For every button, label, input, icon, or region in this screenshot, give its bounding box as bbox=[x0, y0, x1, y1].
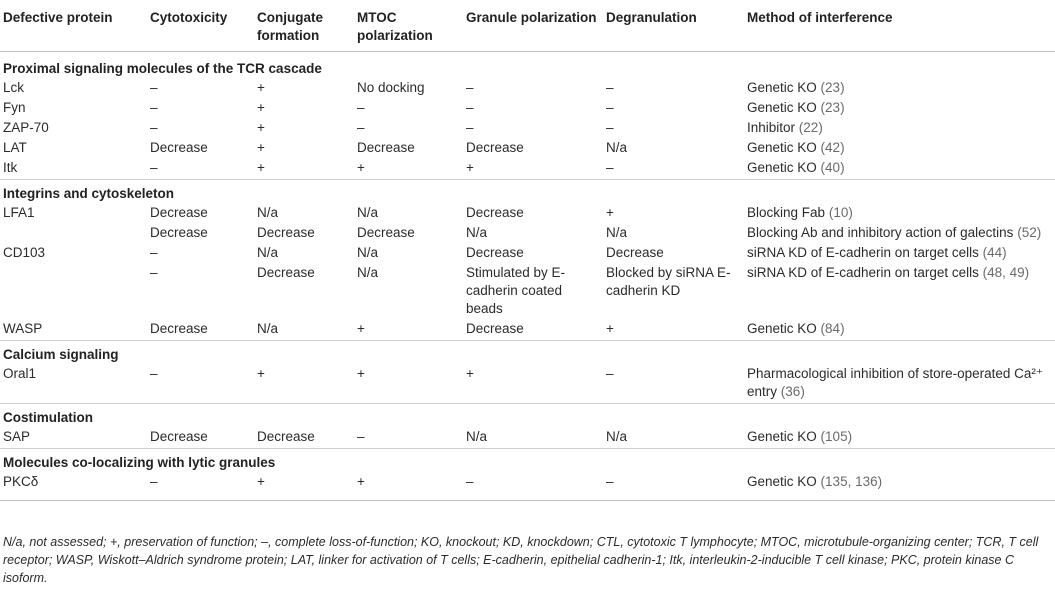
reference-link[interactable]: 52 bbox=[1021, 225, 1037, 240]
method-text: Blocking Ab and inhibitory action of galectins bbox=[747, 225, 1014, 240]
section-title: Integrins and cytoskeleton bbox=[0, 180, 1055, 205]
cell-protein: SAP bbox=[3, 429, 31, 444]
table-footnote: N/a, not assessed; +, preservation of function; –, complete loss-of-function; KO, knockout; KD, knockdown; CTL, cytotoxic T lymphocyte; MTOC, microtubule-organizing center; TCR, T cell receptor; WASP, Wiskott–Aldrich syndrome protein; LAT, linker for activation of T cells; E-cadherin, epithelial cadherin-1; Itk, interleukin-2-inducible T cell kinase; PKC, protein kinase C isoform. bbox=[3, 535, 1039, 585]
cell-protein: CD103 bbox=[3, 245, 46, 260]
reference-link[interactable]: 84 bbox=[825, 321, 841, 336]
cell-method-of-interference: Blocking Fab (10) bbox=[747, 205, 853, 220]
section-title: Calcium signaling bbox=[0, 341, 1055, 366]
cell-degranulation: – bbox=[603, 473, 744, 501]
cell-degranulation: – bbox=[606, 366, 614, 381]
cell-conjugate-formation: Decrease bbox=[257, 429, 315, 444]
method-text: Genetic KO bbox=[747, 429, 817, 444]
cell-protein: LAT bbox=[3, 140, 27, 155]
cell-cytotoxicity: – bbox=[147, 473, 254, 501]
cell-cytotoxicity: – bbox=[150, 265, 158, 280]
reference-link[interactable]: 10 bbox=[833, 205, 849, 220]
cell-cytotoxicity: – bbox=[150, 366, 158, 381]
header-conjugate-formation: Conjugate formation bbox=[254, 0, 354, 52]
cell-granule-polarization: + bbox=[466, 160, 474, 175]
cell-method-of-interference: Inhibitor (22) bbox=[747, 120, 823, 135]
cell-protein bbox=[0, 224, 147, 244]
cell-method-of-interference: Genetic KO (42) bbox=[747, 140, 845, 155]
cell-granule-polarization: + bbox=[466, 366, 474, 381]
cell-method-of-interference: Genetic KO (23) bbox=[747, 80, 845, 95]
cell-conjugate-formation: Decrease bbox=[257, 265, 315, 280]
cell-cytotoxicity: – bbox=[150, 120, 158, 135]
table-row bbox=[0, 428, 1055, 449]
cell-granule-polarization: N/a bbox=[466, 429, 488, 444]
cell-degranulation: – bbox=[606, 120, 614, 135]
cell-protein: Itk bbox=[3, 160, 18, 175]
cell-method-of-interference: siRNA KD of E-cadherin on target cells (44) bbox=[747, 245, 1007, 260]
section-header-row bbox=[0, 52, 1055, 80]
cell-cytotoxicity: Decrease bbox=[150, 321, 208, 336]
method-text: Genetic KO bbox=[747, 140, 817, 155]
table-row bbox=[0, 224, 1055, 244]
cell-conjugate-formation: Decrease bbox=[257, 225, 315, 240]
cell-granule-polarization: – bbox=[466, 80, 474, 95]
cell-granule-polarization: – bbox=[466, 120, 474, 135]
cell-conjugate-formation: + bbox=[257, 160, 265, 175]
cell-mtoc-polarization: + bbox=[354, 473, 463, 501]
header-granule-polarization: Granule polarization bbox=[463, 0, 603, 52]
table-row bbox=[0, 320, 1055, 341]
cell-conjugate-formation: N/a bbox=[257, 205, 279, 220]
method-text: Blocking Fab bbox=[747, 205, 826, 220]
method-text: Pharmacological inhibition of store-operated Ca²⁺ entry bbox=[747, 366, 1044, 399]
cell-degranulation: + bbox=[606, 205, 614, 220]
cell-cytotoxicity: Decrease bbox=[150, 225, 208, 240]
section-title: Molecules co-localizing with lytic granules bbox=[0, 449, 1055, 474]
header-degranulation: Degranulation bbox=[603, 0, 744, 52]
table-header bbox=[0, 0, 1055, 52]
cell-mtoc-polarization: – bbox=[357, 120, 365, 135]
cell-mtoc-polarization: No docking bbox=[357, 80, 425, 95]
table-row bbox=[0, 159, 1055, 180]
table-body bbox=[0, 52, 1055, 501]
cell-protein: LFA1 bbox=[3, 205, 35, 220]
table-row bbox=[0, 204, 1055, 224]
cell-degranulation: N/a bbox=[606, 429, 628, 444]
cell-granule-polarization: Decrease bbox=[466, 245, 524, 260]
cell-conjugate-formation: + bbox=[257, 140, 265, 155]
cell-mtoc-polarization: N/a bbox=[357, 265, 379, 280]
cell-cytotoxicity: Decrease bbox=[150, 140, 208, 155]
cell-protein: WASP bbox=[3, 321, 43, 336]
cell-method-of-interference: Genetic KO (23) bbox=[747, 100, 845, 115]
method-text: Inhibitor bbox=[747, 120, 796, 135]
cell-conjugate-formation: N/a bbox=[257, 245, 279, 260]
table-row bbox=[0, 139, 1055, 159]
reference-link[interactable]: 44 bbox=[987, 245, 1003, 260]
cell-conjugate-formation: + bbox=[257, 80, 265, 95]
cell-granule-polarization: – bbox=[466, 100, 474, 115]
cell-degranulation: N/a bbox=[606, 140, 628, 155]
cell-protein: ZAP-70 bbox=[3, 120, 49, 135]
cell-method-of-interference: Genetic KO (135, 136) bbox=[744, 473, 1055, 501]
reference-link[interactable]: 40 bbox=[825, 160, 841, 175]
method-text: Genetic KO bbox=[747, 474, 817, 489]
cell-conjugate-formation: N/a bbox=[257, 321, 279, 336]
cell-method-of-interference: Genetic KO (105) bbox=[747, 429, 853, 444]
cell-method-of-interference: Genetic KO (84) bbox=[747, 321, 845, 336]
reference-link[interactable]: 23 bbox=[825, 80, 841, 95]
cell-cytotoxicity: – bbox=[150, 80, 158, 95]
cell-mtoc-polarization: N/a bbox=[357, 205, 379, 220]
cell-mtoc-polarization: N/a bbox=[357, 245, 379, 260]
cell-protein: Oral1 bbox=[3, 366, 37, 381]
cell-conjugate-formation: + bbox=[257, 120, 265, 135]
cell-protein: Fyn bbox=[3, 100, 26, 115]
cell-conjugate-formation: + bbox=[257, 100, 265, 115]
method-text: siRNA KD of E-cadherin on target cells bbox=[747, 245, 979, 260]
table-row bbox=[0, 365, 1055, 404]
cell-cytotoxicity: – bbox=[150, 245, 158, 260]
cell-granule-polarization: Stimulated by E-cadherin coated beads bbox=[466, 265, 566, 316]
table-row bbox=[0, 99, 1055, 119]
table-row bbox=[0, 264, 1055, 320]
cell-cytotoxicity: Decrease bbox=[150, 429, 208, 444]
reference-link[interactable]: 36 bbox=[785, 384, 801, 399]
cell-conjugate-formation: + bbox=[257, 366, 265, 381]
cell-mtoc-polarization: Decrease bbox=[357, 225, 415, 240]
cell-protein: PKCδ bbox=[0, 473, 147, 501]
table-row bbox=[0, 119, 1055, 139]
cell-mtoc-polarization: Decrease bbox=[357, 140, 415, 155]
cell-cytotoxicity: – bbox=[150, 160, 158, 175]
cell-degranulation: Blocked by siRNA E-cadherin KD bbox=[606, 265, 731, 298]
reference-link[interactable]: 135, 136 bbox=[825, 474, 878, 489]
reference-link[interactable]: 23 bbox=[825, 100, 841, 115]
method-text: Genetic KO bbox=[747, 80, 817, 95]
cell-degranulation: Decrease bbox=[606, 245, 664, 260]
cell-degranulation: + bbox=[606, 321, 614, 336]
section-header-row bbox=[0, 449, 1055, 474]
cell-method-of-interference: Genetic KO (40) bbox=[747, 160, 845, 175]
header-cytotoxicity: Cytotoxicity bbox=[147, 0, 254, 52]
cell-granule-polarization: Decrease bbox=[466, 321, 524, 336]
method-text: siRNA KD of E-cadherin on target cells bbox=[747, 265, 979, 280]
section-header-row bbox=[0, 341, 1055, 366]
method-text: Genetic KO bbox=[747, 160, 817, 175]
reference-link[interactable]: 42 bbox=[825, 140, 841, 155]
cell-mtoc-polarization: + bbox=[357, 321, 365, 336]
cell-method-of-interference: siRNA KD of E-cadherin on target cells (48, 49) bbox=[747, 265, 1030, 280]
cell-degranulation: – bbox=[606, 160, 614, 175]
reference-link[interactable]: 48, 49 bbox=[987, 265, 1025, 280]
method-text: Genetic KO bbox=[747, 321, 817, 336]
reference-link[interactable]: 22 bbox=[803, 120, 819, 135]
cell-protein: Lck bbox=[3, 80, 25, 95]
cell-granule-polarization: N/a bbox=[466, 225, 488, 240]
cell-mtoc-polarization: + bbox=[357, 366, 365, 381]
header-mtoc-polarization: MTOC polarization bbox=[354, 0, 463, 52]
cell-mtoc-polarization: + bbox=[357, 160, 365, 175]
cell-degranulation: – bbox=[606, 100, 614, 115]
section-header-row bbox=[0, 180, 1055, 205]
cell-method-of-interference: Pharmacological inhibition of store-operated Ca²⁺ entry (36) bbox=[747, 366, 1044, 399]
cell-cytotoxicity: – bbox=[150, 100, 158, 115]
cell-degranulation: – bbox=[606, 80, 614, 95]
cell-cytotoxicity: Decrease bbox=[150, 205, 208, 220]
table-row bbox=[0, 79, 1055, 99]
cell-conjugate-formation: + bbox=[254, 473, 354, 501]
cell-mtoc-polarization: – bbox=[357, 100, 365, 115]
cell-granule-polarization: – bbox=[463, 473, 603, 501]
table-row bbox=[0, 244, 1055, 264]
table-row bbox=[0, 473, 1055, 501]
cell-granule-polarization: Decrease bbox=[466, 205, 524, 220]
method-text: Genetic KO bbox=[747, 100, 817, 115]
cell-mtoc-polarization: – bbox=[357, 429, 365, 444]
reference-link[interactable]: 105 bbox=[825, 429, 848, 444]
cell-granule-polarization: Decrease bbox=[466, 140, 524, 155]
section-title: Costimulation bbox=[0, 404, 1055, 429]
header-defective-protein: Defective protein bbox=[0, 0, 147, 52]
section-title: Proximal signaling molecules of the TCR cascade bbox=[3, 61, 322, 76]
cell-method-of-interference: Blocking Ab and inhibitory action of galectins (52) bbox=[747, 225, 1042, 240]
cell-protein bbox=[0, 264, 147, 320]
cell-degranulation: N/a bbox=[606, 225, 628, 240]
header-method-of-interference: Method of interference bbox=[744, 0, 1055, 52]
section-header-row bbox=[0, 404, 1055, 429]
